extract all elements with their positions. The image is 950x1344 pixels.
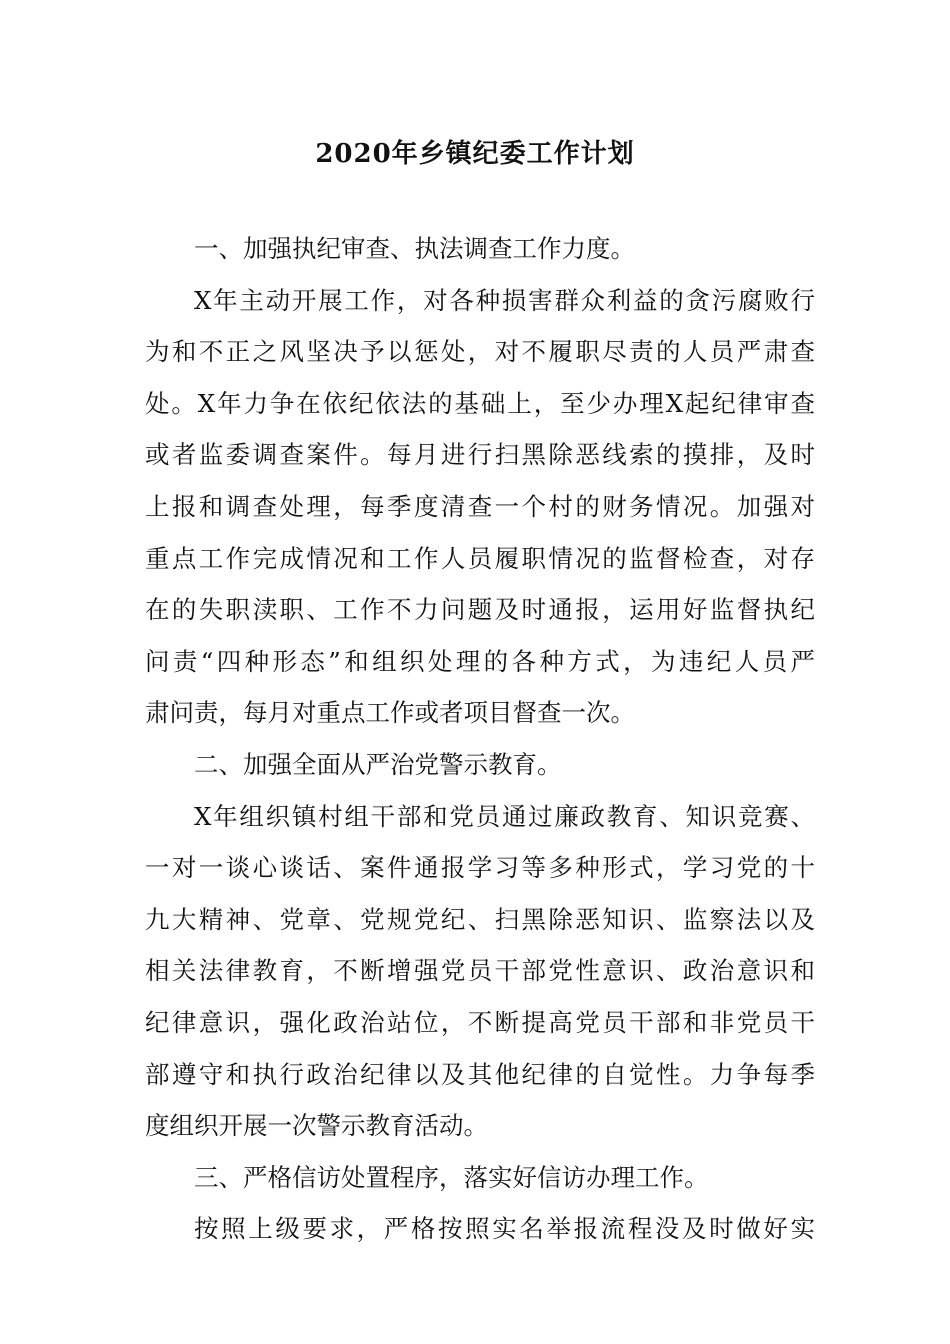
document-body	[145, 223, 815, 1255]
paragraph-line: 相关法律教育，不断增强党员干部党性意识、政治意识和	[145, 956, 815, 986]
paragraph-line: 上报和调查处理，每季度清查一个村的财务情况。加强对	[145, 491, 815, 521]
paragraph-line: 部遵守和执行政治纪律以及其他纪律的自觉性。力争每季	[145, 1059, 815, 1089]
paragraph-line: 或者监委调查案件。每月进行扫黑除恶线索的摸排，及时	[145, 440, 815, 470]
paragraph-line: 为和不正之风坚决予以惩处，对不履职尽责的人员严肃查	[145, 337, 815, 367]
paragraph-line: 肃问责，每月对重点工作或者项目督查一次。	[145, 698, 635, 728]
section-heading-2: 二、加强全面从严治党警示教育。	[194, 749, 562, 779]
section-heading-3: 三、严格信访处置程序，落实好信访办理工作。	[194, 1162, 709, 1192]
paragraph-line: X年组织镇村组干部和党员通过廉政教育、知识竞赛、	[194, 801, 815, 831]
document-title: 2020年乡镇纪委工作计划	[315, 139, 635, 169]
paragraph-line: X年主动开展工作，对各种损害群众利益的贪污腐败行	[194, 285, 815, 315]
paragraph-line: 在的失职渎职、工作不力问题及时通报，运用好监督执纪	[145, 595, 815, 625]
paragraph-line: 重点工作完成情况和工作人员履职情况的监督检查，对存	[145, 543, 815, 573]
paragraph-line: 度组织开展一次警示教育活动。	[145, 1111, 488, 1141]
paragraph-line: 纪律意识，强化政治站位，不断提高党员干部和非党员干	[145, 1007, 815, 1037]
paragraph-line: 问责“四种形态”和组织处理的各种方式，为违纪人员严	[145, 646, 815, 676]
paragraph-line: 一对一谈心谈话、案件通报学习等多种形式，学习党的十	[145, 853, 815, 883]
section-heading-1: 一、加强执纪审查、执法调查工作力度。	[194, 234, 635, 263]
paragraph-line: 九大精神、党章、党规党纪、扫黑除恶知识、监察法以及	[145, 904, 815, 934]
paragraph-line: 处。X年力争在依纪依法的基础上，至少办理X起纪律审查	[145, 388, 815, 418]
paragraph-line: 按照上级要求，严格按照实名举报流程没及时做好实	[194, 1214, 815, 1244]
